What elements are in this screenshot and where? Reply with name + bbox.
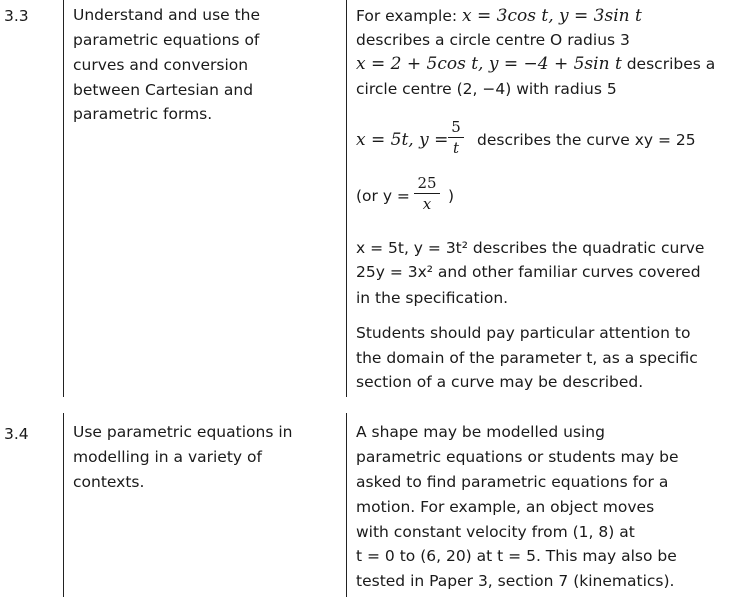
example-label: For example: — [356, 7, 458, 25]
example-text: describes a — [626, 55, 716, 73]
note-line: Students should pay particular attention to — [356, 324, 691, 342]
topic-line: Understand and use the — [73, 6, 261, 24]
row-number: 3.4 — [4, 425, 29, 443]
column-divider — [63, 0, 64, 397]
fraction — [448, 118, 464, 157]
example-line — [356, 130, 448, 150]
example-text: describes the curve xy = 25 — [477, 131, 696, 149]
example-line: in the specification. — [356, 289, 509, 307]
guidance-line: tested in Paper 3, section 7 (kinematics). — [356, 572, 675, 590]
topic-line: curves and conversion — [73, 56, 249, 74]
equation: x = 3cos t, y = 3sin t — [462, 6, 642, 26]
row-number: 3.3 — [4, 7, 29, 25]
topic-line: between Cartesian and — [73, 81, 254, 99]
example-line: 25y = 3x² and other familiar curves covered — [356, 263, 701, 281]
note-line: the domain of the parameter t, as a specific — [356, 349, 698, 367]
example-text: (or y = — [356, 187, 410, 205]
guidance-line: A shape may be modelled using — [356, 423, 605, 441]
guidance-line: asked to find parametric equations for a — [356, 473, 669, 491]
denominator: x — [422, 195, 432, 213]
guidance-line: t = 0 to (6, 20) at t = 5. This may also be — [356, 547, 677, 565]
guidance-line: motion. For example, an object moves — [356, 498, 655, 516]
topic-line: modelling in a variety of — [73, 448, 262, 466]
topic-line: contexts. — [73, 473, 145, 491]
topic-line: parametric equations of — [73, 31, 260, 49]
fraction — [414, 174, 440, 213]
column-divider — [346, 0, 347, 397]
example-line — [356, 6, 642, 26]
equation: x = 2 + 5cos t, y = −4 + 5sin t — [356, 54, 622, 74]
note-line: section of a curve may be described. — [356, 373, 644, 391]
example-line — [356, 186, 410, 206]
guidance-line: parametric equations or students may be — [356, 448, 679, 466]
example-line: circle centre (2, −4) with radius 5 — [356, 80, 617, 98]
column-divider — [346, 413, 347, 597]
numerator: 5 — [451, 118, 461, 136]
topic-line: parametric forms. — [73, 105, 213, 123]
column-divider — [63, 413, 64, 597]
equation: x = 5t, y = — [356, 130, 449, 150]
guidance-line: with constant velocity from (1, 8) at — [356, 523, 635, 541]
example-text: ) — [448, 187, 455, 205]
topic-line: Use parametric equations in — [73, 423, 293, 441]
example-line: describes a circle centre O radius 3 — [356, 31, 630, 49]
example-line — [356, 54, 715, 74]
denominator: t — [452, 139, 460, 157]
numerator: 25 — [417, 174, 437, 192]
example-line: x = 5t, y = 3t² describes the quadratic curve — [356, 239, 705, 257]
